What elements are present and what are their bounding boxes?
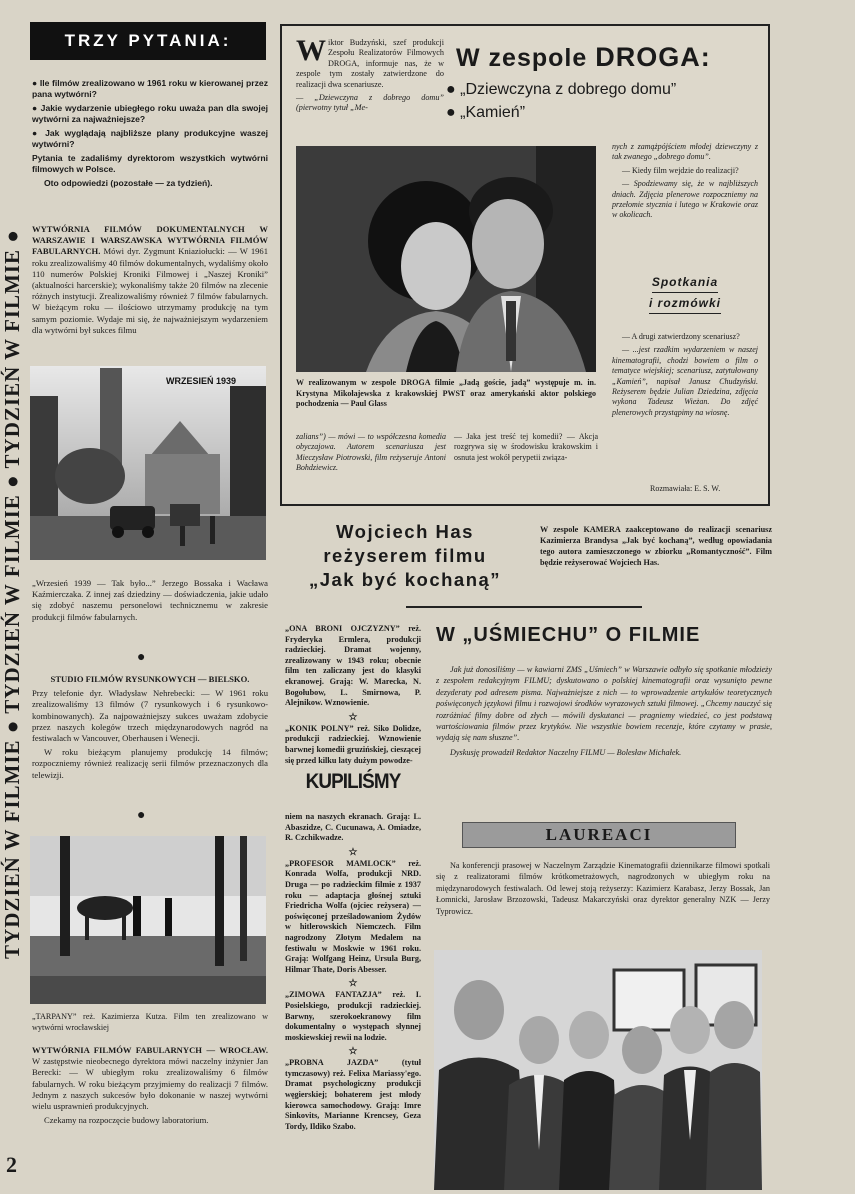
page-number: 2	[6, 1152, 17, 1177]
kupilismy-item-2-cont: niem na naszych ekranach. Grają: L. Abaszidze, C. Cucunawa, A. Omiadze, R. Czchikwadze.	[285, 812, 421, 843]
wfd-block	[32, 224, 268, 339]
wff-heading: WYTWÓRNIA FILMÓW FABULARNYCH — WROCŁAW.	[32, 1045, 268, 1055]
laureaci-body: Na konferencji prasowej w Naczelnym Zarządzie Kinematografii dziennikarze filmowi spotkali się z realizatorami filmów krótkometrażowych, nagrodzonych w ubiegłym roku na międzynarodowych festiwalach. Od lewej stoją reżyserzy: Kazimierz Karabasz, Jerzy Bossak, Jan Łomnicki, Jarosław Brzozowski, Tadeusz Makarczyński oraz dyrektor generalny NZK — Jerzy Typrowicz.	[436, 861, 770, 916]
wff-block	[32, 1045, 268, 1129]
wfd-heading: WYTWÓRNIA FILMÓW DOKUMENTALNYCH W WARSZAWIE I WARSZAWSKA WYTWÓRNIA FILMÓW FABULARNYCH.	[32, 224, 268, 257]
question-1: Ile filmów zrealizowano w 1961 roku w kierowanej przez pana wytwórni?	[32, 78, 268, 99]
side-banner-text: TYDZIEŃ W FILMIE ● TYDZIEŃ W FILMIE ● TYDZIEŃ W FILMIE ●	[0, 229, 24, 959]
wff-body: W zastępstwie nieobecnego dyrektora mówi naczelny inżynier Jan Berecki: — W ubiegłym roku zrealizowaliśmy 6 filmów fabularnych. W roku bieżącym przyjmiemy do realizacji 7 filmów. Jednym z naszych sukcesów było dokonanie w naszej wytwórni wielu usprawnień produkcyjnych.	[32, 1056, 268, 1112]
droga-signature: Rozmawiała: E. S. W.	[650, 484, 721, 493]
droga-intro	[296, 34, 444, 117]
droga-right-col	[612, 142, 758, 224]
droga-col2-bottom: — Jaka jest treść tej komedii? — Akcja rozgrywa się w środowisku krakowskim i osnuta jest wokół perypetii związa-	[454, 432, 598, 462]
sfr-heading: STUDIO FILMÓW RYSUNKOWYCH — BIELSKO.	[50, 674, 250, 684]
question-2: Jakie wydarzenie ubiegłego roku uważa pan dla swojej wytwórni za najważniejsze?	[32, 103, 268, 124]
street-scene-image	[30, 366, 266, 560]
trzy-pytania-banner	[30, 22, 266, 60]
droga-title-name: DROGA:	[595, 42, 711, 72]
droga-photo-caption: W realizowanym w zespole DROGA filmie „Jadą goście, jadą” występuje m. in. Krystyna Mikołajewska z krakowskiej PWST oraz amerykański aktor polskiego pochodzenia — Paul Glass	[296, 378, 596, 408]
droga-right-q: — Kiedy film wejdzie do realizacji?	[622, 165, 739, 175]
star-icon: ☆	[348, 978, 358, 990]
droga-right-a: — Spodziewamy się, że w najbliższych dniach. Zdjęcia plenerowe rozpoczniemy na przełomie stycznia i lutego w Krakowie oraz w okolicach.	[612, 179, 758, 220]
photo-tarpany	[30, 836, 266, 1004]
droga-right-q2: — A drugi zatwierdzony scenariusz?	[622, 332, 740, 341]
droga-film-1: „Dziewczyna z dobrego domu”	[460, 81, 677, 98]
questions-block	[32, 78, 268, 192]
laureaci-banner	[462, 822, 736, 848]
kupilismy-item-4: „ZIMOWA FANTAZJA” reż. I. Posielskiego, produkcji radzieckiej. Barwny, szerokoekranowy film dokumentalny o występach słynnej moskiewskiej rewii na lodzie.	[285, 990, 421, 1042]
spotkania-sub-2: i rozmówki	[649, 293, 721, 314]
usmiech-title: W „UŚMIECHU” O FILMIE	[436, 624, 701, 646]
bullet-icon: ●	[32, 128, 40, 138]
bullet-icon: ●	[32, 103, 38, 113]
wff-body-2: Czekamy na rozpoczęcie budowy laboratorium.	[44, 1115, 209, 1126]
group-portrait-image	[434, 950, 762, 1190]
star-icon: ☆	[348, 1046, 358, 1058]
kupilismy-item-2: „KONIK POLNY” reż. Siko Dolidze, produkcji radzieckiej. Wznowienie barwnej komedii gruzińskiej, cieszącej się przed kilku laty dużym powodze-	[285, 723, 421, 765]
bullet-icon: ●	[446, 81, 456, 98]
kupilismy-item-1: „ONA BRONI OJCZYZNY” reż. Fryderyka Ermlera, produkcji radzieckiej. Dramat wojenny, zrealizowany w 1943 roku; obecnie film ten zaliczany jest do klasyki ekranowej. Grają: W. Marecka, N. Bogołubow, L. Smirnowa, P. Alejnikow. Wznowienie.	[285, 624, 421, 708]
droga-intro-text: iktor Budzyński, szef produkcji Zespołu Realizatorów Filmowych DROGA, informuje nas, że w zespole tym zostały zatwierdzone do realizacji dwa scenariusze.	[296, 38, 444, 89]
droga-title-prefix: W zespole	[456, 44, 588, 72]
couple-portrait-image	[296, 146, 596, 372]
kupilismy-top	[285, 624, 421, 769]
intro-2: Oto odpowiedzi (pozostałe — za tydzień).	[44, 178, 213, 188]
photo-label: WRZESIEŃ 1939	[165, 376, 236, 386]
sfr-body: Przy telefonie dyr. Władysław Nehrebecki: — W 1961 roku zrealizowaliśmy 13 filmów (7 rysunkowych i 6 rysunkowo-kombinowanych). Za najpoważniejszy sukces uważam zdobycie przez naszych kolegów trzech międzynarodowych nagród na festiwalach w Vancouver, Oberhausen i Wenecji.	[32, 688, 268, 744]
photo-wrzesien-1939	[30, 366, 266, 560]
spotkania-sub-1: Spotkania	[652, 272, 718, 293]
bullet-icon: ●	[137, 650, 146, 665]
has-title-2: reżyserem filmu	[323, 545, 487, 566]
droga-right-col-2	[612, 332, 758, 421]
star-icon: ☆	[348, 711, 358, 723]
kupilismy-item-3: „PROFESOR MAMLOCK” reż. Konrada Wolfa, produkcji NRD. Druga — po radzieckim filmie z 1937 roku — adaptacja głośnej sztuki Friedricha Wolfa (ojciec reżysera) — poświęconej prześladowaniom Żydów w hitlerowskich Niemczech. Film nagrodzony Złotym Medalem na festiwalu w Moskwie w 1961 roku. Grają: Wolfgang Heinz, Ursula Burg, Hilmar Thate, Doris Abesser.	[285, 858, 421, 974]
side-banner	[0, 0, 24, 1194]
star-icon: ☆	[348, 846, 358, 858]
wfd-body: Mówi dyr. Zygmunt Kniaziołucki: — W 1961 roku zrealizowaliśmy 40 filmów dokumentalnych, wydaliśmy około 110 numerów Polskiej Kroniki Filmowej i „Naszej Kroniki” (aktualności harcerskie); wykonaliśmy także 20 filmów na zlecenie różnych instytucji. Zrealizowaliśmy również 7 filmów fabularnych. W bieżącym roku — ilościowo utrzymamy produkcję na tym samym poziomie. Wydaje mi się, że najważniejszym wydarzeniem dla wytwórni był sukces filmu	[32, 246, 269, 335]
has-body: W zespole KAMERA zaakceptowano do realizacji scenariusz Kazimierza Brandysa „Jak być kochaną”, według opowiadania tego autora zamieszczonego w zbiorku „Romantyczność”. Film będzie reżyserować Wojciech Has.	[540, 525, 772, 567]
bullet-icon: ●	[446, 104, 456, 121]
has-title	[280, 520, 530, 592]
kupilismy-item-5: „PROBNA JAZDA” (tytuł tymczasowy) reż. Felixa Mariassy'ego. Dramat psychologiczny produkcji węgierskiej; bohaterem jest młody kierowca samochodowy. Grają: Imre Sinkovits, Marianne Krencsey, Geza Tordy, Ildiko Szabo.	[285, 1058, 421, 1131]
question-3: Jak wyglądają najbliższe plany produkcyjne waszej wytwórni?	[32, 128, 268, 149]
wfd-continuation	[32, 578, 268, 626]
spotkania-heading	[612, 272, 758, 314]
laureaci-title: LAUREACI	[545, 825, 653, 844]
droga-col1-bottom: zalians”) — mówi — to współczesna komedia obyczajowa. Autorem scenariusza jest Mieczysław Piotrowski, film reżyseruje Antoni Bohdziewicz.	[296, 432, 446, 473]
bullet-icon: ●	[137, 808, 146, 823]
tarpany-caption: „TARPANY” reż. Kazimierza Kutza. Film ten zrealizowano w wytwórni wrocławskiej	[32, 1012, 268, 1032]
trzy-pytania-title: TRZY PYTANIA:	[64, 31, 232, 50]
horses-scene-image	[30, 836, 266, 1004]
intro-1: Pytania te zadaliśmy dyrektorom wszystkich wytwórni filmowych w Polsce.	[32, 153, 268, 174]
sfr-body-2: W roku bieżącym planujemy produkcję 14 filmów; rozpoczniemy również realizację serii filmów przeznaczonych dla telewizji.	[32, 747, 268, 780]
droga-title	[446, 42, 768, 122]
bullet-icon: ●	[32, 78, 38, 88]
has-title-3: „Jak być kochaną”	[308, 569, 502, 590]
droga-right-a2: — ...jest rzadkim wydarzeniem w naszej kinematografii, chodzi bowiem o film o tematyce wiejskiej; scenariusz, zatytułowany „Kamień”, napisał Janusz Chudzyński. Reżyserem będzie Julian Dziedzina, zdjęcia wykona Tadeusz Wieżan. Do zdjęć plenerowych przystąpimy na wiosnę.	[612, 345, 758, 417]
kupilismy-bottom	[285, 812, 421, 1135]
droga-film-2: „Kamień”	[460, 104, 526, 121]
droga-right-1: nych z zamążpójściem młodej dziewczyny z tak zwanego „dobrego domu”.	[612, 142, 758, 162]
droga-quote: — „Dziewczyna z dobrego domu” (pierwotny tytuł „Me-	[296, 93, 444, 113]
wfd-cont-text: „Wrzesień 1939 — Tak było...” Jerzego Bossaka i Wacława Kaźmierczaka. Z innej zaś dziedziny — doświadczenia, jakie udało się zdobyć naszemu personelowi technicznemu w zakresie produkcji filmów fabularnych.	[32, 578, 268, 622]
kupilismy-heading: KUPILIŚMY	[305, 770, 401, 793]
sfr-block	[32, 674, 268, 784]
divider-line	[406, 606, 642, 608]
has-title-1: Wojciech Has	[336, 521, 474, 542]
usmiech-body: Jak już donosiliśmy — w kawiarni ZMS „Uśmiech” w Warszawie odbyło się spotkanie młodzieży z zespołem redakcyjnym FILMU; dyskutowano o polskiej kinematografii oraz wysunięto pewne dezyderaty pod adresem pisma. Najważniejsze z nich — to wprowadzenie artykułów teoretycznych poświęconych językowi filmu i rozwojowi środków wyrazowych sztuki filmowej. „Chcemy nauczyć się rozróżniać filmy dobre od złych — mówili dyskutanci — pragniemy wiedzieć, co jest podstawą wartościowania filmów przez krytyków. Nie wszystkie bowiem recenzje, które czytamy w prasie, wydają się nam słuszne”. Dyskusję prowadził Redaktor Naczelny FILMU — Bolesław Michałek.	[436, 665, 772, 757]
photo-jada-goscie	[296, 146, 596, 372]
dropcap: W	[296, 34, 326, 67]
photo-laureaci	[434, 950, 762, 1190]
